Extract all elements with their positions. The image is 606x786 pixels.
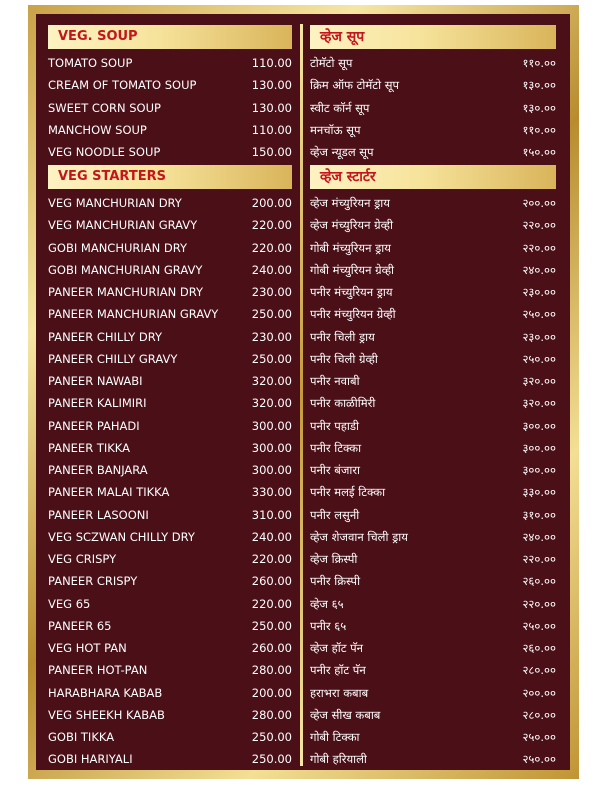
item-price: २८०.००	[522, 707, 556, 722]
item-price: २५०.००	[522, 351, 556, 366]
item-name: PANEER LASOONI	[48, 507, 149, 522]
item-price: २३०.००	[522, 329, 556, 344]
menu-row-mr	[310, 326, 556, 348]
item-name: VEG NOODLE SOUP	[48, 145, 161, 159]
menu-row-mr	[310, 504, 556, 526]
menu-row-mr	[310, 348, 556, 370]
item-price: २८०.००	[522, 663, 556, 678]
menu-row-mr	[310, 303, 556, 325]
item-name: PANEER TIKKA	[48, 440, 131, 455]
item-name: व्हेज ६५	[310, 596, 344, 611]
item-name: क्रिम ऑफ टोमॅटो सूप	[310, 78, 400, 93]
menu-row-mr	[310, 74, 556, 96]
item-name: गोबी टिक्का	[310, 730, 360, 744]
item-price: 220.00	[251, 218, 292, 233]
item-name: GOBI MANCHURIAN DRY	[48, 240, 188, 255]
item-price: ३२०.००	[522, 396, 556, 411]
item-price: ३३०.००	[522, 485, 556, 500]
menu-row-en	[48, 637, 292, 659]
item-name: व्हेज मंच्युरियन ग्रेव्ही	[310, 218, 394, 233]
item-price: 220.00	[251, 596, 292, 611]
item-name: VEG SHEEKH KABAB	[48, 707, 165, 722]
item-price: 330.00	[251, 485, 292, 500]
item-price: 130.00	[251, 100, 292, 115]
item-price: 230.00	[251, 285, 292, 299]
menu-row-en	[48, 704, 292, 726]
menu-row-en	[48, 570, 292, 592]
menu-row-en	[48, 548, 292, 570]
item-price: २५०.००	[522, 618, 556, 633]
menu-row-en	[48, 392, 292, 414]
item-price: २३०.००	[522, 285, 556, 299]
item-price: ३२०.००	[522, 374, 556, 388]
item-price: 280.00	[251, 707, 292, 722]
item-name: पनीर चिली ग्रेव्ही	[310, 351, 378, 366]
item-name: VEG 65	[48, 596, 91, 611]
menu-row-mr	[310, 615, 556, 637]
item-price: 200.00	[251, 196, 292, 210]
item-name: HARABHARA KABAB	[48, 685, 163, 700]
item-name: व्हेज शेजवान चिली ड्राय	[310, 529, 408, 544]
section-header-en-0: VEG. SOUP	[48, 25, 292, 49]
item-price: ११०.००	[522, 122, 556, 137]
section-header-mr-1: व्हेज स्टार्टर	[310, 165, 556, 189]
menu-row-mr	[310, 682, 556, 704]
item-price: २२०.००	[522, 218, 556, 233]
menu-row-en	[48, 726, 292, 748]
item-name: PANEER CHILLY DRY	[48, 329, 163, 344]
item-price: २५०.००	[522, 752, 556, 767]
menu-row-en	[48, 659, 292, 681]
menu-row-en	[48, 682, 292, 704]
item-name: व्हेज क्रिस्पी	[310, 552, 358, 566]
menu-row-mr	[310, 141, 556, 163]
item-name: व्हेज हॉट पॅन	[310, 641, 364, 655]
menu-row-en	[48, 326, 292, 348]
item-name: व्हेज मंच्युरियन ड्राय	[310, 196, 390, 210]
section-header-mr-0: व्हेज सूप	[310, 25, 556, 49]
item-name: PANEER MANCHURIAN DRY	[48, 285, 203, 299]
menu-row-en	[48, 459, 292, 481]
item-name: PANEER HOT-PAN	[48, 663, 148, 678]
item-name: पनीर मंच्युरियन ग्रेव्ही	[310, 307, 396, 322]
item-name: VEG CRISPY	[48, 552, 117, 566]
item-name: GOBI TIKKA	[48, 730, 115, 744]
item-price: 110.00	[251, 56, 292, 70]
section-header-en-1: VEG STARTERS	[48, 165, 292, 189]
item-price: २६०.००	[522, 641, 556, 655]
item-price: २५०.००	[522, 730, 556, 744]
item-name: VEG MANCHURIAN DRY	[48, 196, 182, 210]
column-divider	[300, 24, 303, 766]
menu-row-en	[48, 259, 292, 281]
item-price: २४०.००	[522, 529, 556, 544]
item-name: PANEER NAWABI	[48, 374, 143, 388]
menu-row-mr	[310, 593, 556, 615]
item-name: व्हेज सीख कबाब	[310, 707, 381, 722]
menu-row-en	[48, 119, 292, 141]
item-name: पनीर काळीमिरी	[310, 396, 376, 411]
menu-row-mr	[310, 392, 556, 414]
item-price: 240.00	[251, 262, 292, 277]
menu-row-en	[48, 526, 292, 548]
menu-row-mr	[310, 726, 556, 748]
item-name: व्हेज न्यूडल सूप	[310, 145, 374, 159]
menu-row-mr	[310, 570, 556, 592]
menu-row-mr	[310, 214, 556, 236]
item-name: पनीर चिली ड्राय	[310, 329, 375, 344]
menu-row-en	[48, 437, 292, 459]
item-name: PANEER BANJARA	[48, 463, 148, 477]
item-price: 250.00	[251, 618, 292, 633]
item-price: ३००.००	[522, 440, 556, 455]
menu-row-mr	[310, 52, 556, 74]
menu-row-mr	[310, 704, 556, 726]
item-price: 260.00	[251, 641, 292, 655]
item-name: PANEER KALIMIRI	[48, 396, 147, 411]
item-price: ३००.००	[522, 418, 556, 433]
item-name: SWEET CORN SOUP	[48, 100, 161, 115]
item-name: पनीर टिक्का	[310, 440, 362, 455]
item-name: PANEER MALAI TIKKA	[48, 485, 170, 500]
item-name: गोबी मंच्युरियन ड्राय	[310, 240, 391, 255]
item-name: गोबी हरियाली	[310, 752, 367, 767]
menu-row-en	[48, 303, 292, 325]
item-price: २२०.००	[522, 240, 556, 255]
menu-row-mr	[310, 259, 556, 281]
item-price: १५०.००	[522, 145, 556, 159]
item-price: 300.00	[251, 440, 292, 455]
item-price: 150.00	[251, 145, 292, 159]
item-price: 250.00	[251, 752, 292, 767]
item-price: 280.00	[251, 663, 292, 678]
menu-row-mr	[310, 459, 556, 481]
menu-row-en	[48, 504, 292, 526]
item-price: ३१०.००	[522, 507, 556, 522]
menu-row-en	[48, 481, 292, 503]
item-name: GOBI HARIYALI	[48, 752, 133, 767]
item-name: TOMATO SOUP	[48, 56, 133, 70]
menu-row-en	[48, 593, 292, 615]
item-price: ३००.००	[522, 463, 556, 477]
item-name: GOBI MANCHURIAN GRAVY	[48, 262, 203, 277]
menu-row-mr	[310, 659, 556, 681]
menu-row-en	[48, 348, 292, 370]
item-name: पनीर क्रिस्पी	[310, 574, 361, 589]
item-price: 240.00	[251, 529, 292, 544]
menu-row-en	[48, 214, 292, 236]
item-price: 220.00	[251, 552, 292, 566]
item-name: पनीर ६५	[310, 618, 347, 633]
menu-row-mr	[310, 437, 556, 459]
item-price: २००.००	[522, 685, 556, 700]
item-price: २४०.००	[522, 262, 556, 277]
item-name: PANEER 65	[48, 618, 112, 633]
item-name: CREAM OF TOMATO SOUP	[48, 78, 197, 93]
menu-row-en	[48, 370, 292, 392]
item-price: 260.00	[251, 574, 292, 589]
item-name: पनीर नवाबी	[310, 374, 360, 388]
item-name: VEG SCZWAN CHILLY DRY	[48, 529, 195, 544]
item-name: पनीर मंच्युरियन ड्राय	[310, 285, 393, 299]
item-price: 200.00	[251, 685, 292, 700]
item-price: 110.00	[251, 122, 292, 137]
item-price: 220.00	[251, 240, 292, 255]
item-name: पनीर मलई टिक्का	[310, 485, 386, 500]
menu-row-en	[48, 415, 292, 437]
menu-row-en	[48, 141, 292, 163]
item-price: 130.00	[251, 78, 292, 93]
item-price: १३०.००	[522, 78, 556, 93]
menu-row-mr	[310, 370, 556, 392]
item-price: 320.00	[251, 374, 292, 388]
menu-row-en	[48, 748, 292, 770]
item-price: २२०.००	[522, 552, 556, 566]
item-price: 320.00	[251, 396, 292, 411]
menu-row-mr	[310, 548, 556, 570]
menu-row-mr	[310, 97, 556, 119]
item-price: २२०.००	[522, 596, 556, 611]
menu-row-en	[48, 52, 292, 74]
item-price: १३०.००	[522, 100, 556, 115]
item-name: PANEER CRISPY	[48, 574, 138, 589]
item-price: 300.00	[251, 418, 292, 433]
item-price: 300.00	[251, 463, 292, 477]
menu-row-mr	[310, 481, 556, 503]
menu-row-en	[48, 615, 292, 637]
item-name: VEG HOT PAN	[48, 641, 127, 655]
item-price: 250.00	[251, 351, 292, 366]
item-name: स्वीट कॉर्न सूप	[310, 100, 370, 115]
item-name: हराभरा कबाब	[310, 685, 369, 700]
menu-row-mr	[310, 415, 556, 437]
item-name: पनीर हॉट पॅन	[310, 663, 366, 678]
menu-row-en	[48, 97, 292, 119]
menu-row-mr	[310, 526, 556, 548]
item-price: 310.00	[251, 507, 292, 522]
menu-row-en	[48, 237, 292, 259]
item-price: २६०.००	[522, 574, 556, 589]
menu-row-mr	[310, 119, 556, 141]
item-price: ११०.००	[522, 56, 556, 70]
item-name: VEG MANCHURIAN GRAVY	[48, 218, 198, 233]
item-name: मनचॉऊ सूप	[310, 122, 361, 137]
item-name: पनीर लसुनी	[310, 507, 360, 522]
item-name: गोबी मंच्युरियन ग्रेव्ही	[310, 262, 395, 277]
menu-row-mr	[310, 192, 556, 214]
item-name: PANEER CHILLY GRAVY	[48, 351, 178, 366]
item-name: टोमॅटो सूप	[310, 56, 353, 70]
item-name: MANCHOW SOUP	[48, 122, 147, 137]
menu-row-mr	[310, 748, 556, 770]
item-price: २००.००	[522, 196, 556, 210]
menu-row-en	[48, 192, 292, 214]
menu-row-en	[48, 281, 292, 303]
item-price: 250.00	[251, 307, 292, 322]
item-name: PANEER MANCHURIAN GRAVY	[48, 307, 219, 322]
menu-row-en	[48, 74, 292, 96]
item-price: 230.00	[251, 329, 292, 344]
item-price: २५०.००	[522, 307, 556, 322]
item-name: पनीर पहाडी	[310, 418, 359, 433]
item-name: PANEER PAHADI	[48, 418, 140, 433]
menu-row-mr	[310, 237, 556, 259]
menu-row-mr	[310, 281, 556, 303]
menu-row-mr	[310, 637, 556, 659]
item-price: 250.00	[251, 730, 292, 744]
item-name: पनीर बंजारा	[310, 463, 361, 477]
